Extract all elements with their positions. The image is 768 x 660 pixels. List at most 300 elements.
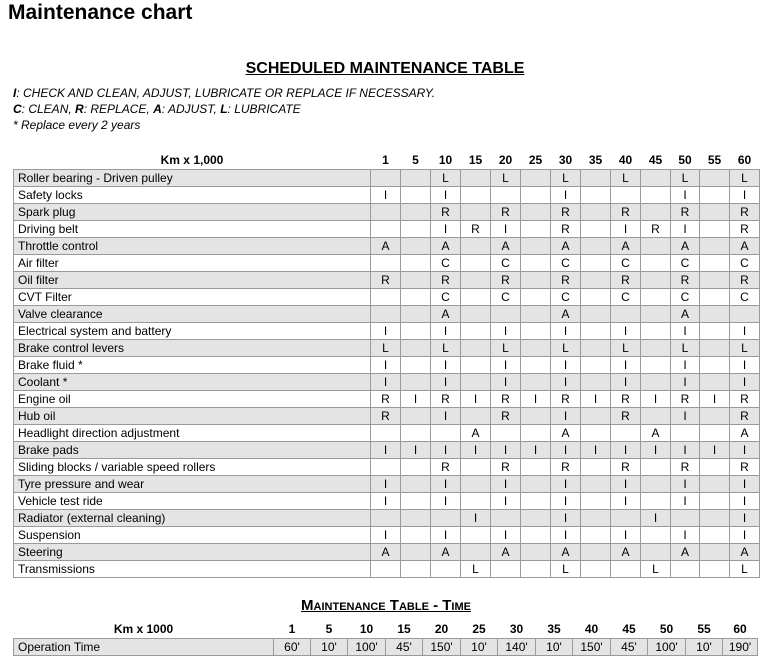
- maintenance-action-cell: [371, 204, 401, 221]
- maintenance-action-cell: [401, 255, 431, 272]
- maintenance-action-cell: [641, 289, 671, 306]
- maintenance-action-cell: I: [431, 374, 461, 391]
- scheduled-maintenance-table: [13, 152, 760, 578]
- maintenance-action-cell: A: [551, 425, 581, 442]
- operation-time-cell: 10': [686, 639, 723, 656]
- km-header: Km x 1,000: [160, 153, 224, 167]
- maintenance-action-cell: A: [551, 544, 581, 561]
- maintenance-action-cell: [700, 255, 730, 272]
- legend-line-3: * Replace every 2 years: [13, 118, 141, 132]
- table-row: [14, 391, 760, 408]
- maintenance-action-cell: [611, 187, 641, 204]
- maintenance-action-cell: L: [551, 340, 581, 357]
- maintenance-action-cell: [461, 357, 491, 374]
- maintenance-action-cell: [461, 306, 491, 323]
- km-column-header: 30: [509, 622, 524, 636]
- maintenance-item-label: Sliding blocks / variable speed rollers: [14, 459, 371, 476]
- legend-key-a: A: [153, 102, 162, 116]
- maintenance-action-cell: R: [611, 391, 641, 408]
- maintenance-action-cell: C: [611, 289, 641, 306]
- maintenance-action-cell: I: [401, 442, 431, 459]
- maintenance-item-label: Hub oil: [14, 408, 371, 425]
- maintenance-action-cell: [641, 459, 671, 476]
- maintenance-action-cell: [401, 340, 431, 357]
- maintenance-action-cell: [521, 561, 551, 578]
- maintenance-action-cell: [700, 204, 730, 221]
- maintenance-action-cell: R: [671, 204, 700, 221]
- maintenance-action-cell: I: [491, 221, 521, 238]
- maintenance-action-cell: [581, 187, 611, 204]
- maintenance-item-label: Steering: [14, 544, 371, 561]
- operation-time-cell: 150': [573, 639, 611, 656]
- km-column-header: 40: [584, 622, 599, 636]
- maintenance-action-cell: [521, 544, 551, 561]
- maintenance-action-cell: [461, 544, 491, 561]
- maintenance-action-cell: [671, 510, 700, 527]
- maintenance-action-cell: I: [730, 493, 760, 510]
- maintenance-action-cell: [491, 510, 521, 527]
- maintenance-action-cell: [371, 306, 401, 323]
- maintenance-action-cell: I: [551, 493, 581, 510]
- maintenance-action-cell: [641, 340, 671, 357]
- maintenance-action-cell: I: [371, 527, 401, 544]
- maintenance-action-cell: [611, 306, 641, 323]
- maintenance-action-cell: L: [611, 340, 641, 357]
- maintenance-action-cell: I: [730, 357, 760, 374]
- maintenance-action-cell: [581, 238, 611, 255]
- km-column-header: 5: [325, 622, 333, 636]
- maintenance-action-cell: [581, 357, 611, 374]
- maintenance-item-label: Electrical system and battery: [14, 323, 371, 340]
- maintenance-action-cell: A: [431, 238, 461, 255]
- maintenance-action-cell: R: [431, 459, 461, 476]
- maintenance-action-cell: [581, 510, 611, 527]
- maintenance-action-cell: I: [461, 442, 491, 459]
- maintenance-item-label: Radiator (external cleaning): [14, 510, 371, 527]
- maintenance-action-cell: I: [730, 374, 760, 391]
- legend-key-i: I: [13, 86, 17, 100]
- maintenance-action-cell: I: [491, 527, 521, 544]
- maintenance-action-cell: A: [491, 238, 521, 255]
- maintenance-action-cell: I: [551, 408, 581, 425]
- maintenance-action-cell: R: [371, 391, 401, 408]
- maintenance-action-cell: [641, 544, 671, 561]
- maintenance-action-cell: [401, 204, 431, 221]
- km-column-header: 5: [412, 153, 419, 167]
- maintenance-action-cell: [581, 527, 611, 544]
- maintenance-item-label: Oil filter: [14, 272, 371, 289]
- maintenance-action-cell: L: [671, 170, 700, 187]
- maintenance-item-label: Brake fluid *: [14, 357, 371, 374]
- maintenance-action-cell: [521, 306, 551, 323]
- maintenance-action-cell: I: [431, 442, 461, 459]
- maintenance-action-cell: [700, 340, 730, 357]
- maintenance-action-cell: [461, 272, 491, 289]
- maintenance-action-cell: [401, 374, 431, 391]
- maintenance-item-label: Roller bearing - Driven pulley: [14, 170, 371, 187]
- maintenance-action-cell: I: [671, 476, 700, 493]
- maintenance-action-cell: [700, 425, 730, 442]
- km-column-header: 35: [547, 622, 561, 636]
- maintenance-action-cell: A: [641, 425, 671, 442]
- maintenance-action-cell: I: [491, 357, 521, 374]
- maintenance-action-cell: I: [611, 527, 641, 544]
- operation-time-cell: 45': [386, 639, 423, 656]
- maintenance-action-cell: [700, 357, 730, 374]
- maintenance-item-label: Safety locks: [14, 187, 371, 204]
- maintenance-action-cell: I: [431, 493, 461, 510]
- maintenance-action-cell: [700, 170, 730, 187]
- maintenance-action-cell: [700, 306, 730, 323]
- maintenance-item-label: Headlight direction adjustment: [14, 425, 371, 442]
- maintenance-item-label: Tyre pressure and wear: [14, 476, 371, 493]
- maintenance-action-cell: [401, 357, 431, 374]
- table-row: [14, 408, 760, 425]
- maintenance-action-cell: R: [491, 459, 521, 476]
- maintenance-action-cell: I: [551, 476, 581, 493]
- maintenance-action-cell: [611, 561, 641, 578]
- km-column-header: 60: [737, 153, 752, 167]
- maintenance-action-cell: A: [730, 238, 760, 255]
- maintenance-action-cell: I: [700, 391, 730, 408]
- maintenance-action-cell: [461, 476, 491, 493]
- maintenance-action-cell: L: [730, 340, 760, 357]
- maintenance-action-cell: I: [371, 374, 401, 391]
- maintenance-time-table: [13, 621, 758, 656]
- km-column-header: 20: [434, 622, 449, 636]
- maintenance-action-cell: [491, 561, 521, 578]
- maintenance-action-cell: A: [730, 544, 760, 561]
- maintenance-action-cell: R: [491, 408, 521, 425]
- maintenance-action-cell: I: [730, 323, 760, 340]
- legend-text-r: : REPLACE,: [83, 102, 154, 116]
- maintenance-action-cell: [641, 170, 671, 187]
- maintenance-action-cell: [581, 476, 611, 493]
- maintenance-action-cell: I: [671, 408, 700, 425]
- maintenance-action-cell: [461, 323, 491, 340]
- maintenance-action-cell: L: [491, 170, 521, 187]
- maintenance-action-cell: [401, 527, 431, 544]
- table-row: [14, 425, 760, 442]
- maintenance-action-cell: [700, 323, 730, 340]
- maintenance-action-cell: I: [641, 391, 671, 408]
- km-column-header: 55: [707, 153, 722, 167]
- maintenance-action-cell: [521, 272, 551, 289]
- maintenance-action-cell: R: [551, 204, 581, 221]
- maintenance-action-cell: R: [551, 221, 581, 238]
- maintenance-item-label: Engine oil: [14, 391, 371, 408]
- maintenance-action-cell: [371, 289, 401, 306]
- maintenance-action-cell: L: [371, 340, 401, 357]
- maintenance-action-cell: C: [671, 289, 700, 306]
- maintenance-action-cell: R: [730, 272, 760, 289]
- maintenance-item-label: Spark plug: [14, 204, 371, 221]
- km-column-header: 45: [622, 622, 636, 636]
- maintenance-action-cell: [461, 255, 491, 272]
- maintenance-action-cell: I: [461, 391, 491, 408]
- table-row: [14, 476, 760, 493]
- legend-key-c: C: [13, 102, 22, 116]
- maintenance-time-title: Maintenance Table - Time: [301, 597, 471, 614]
- maintenance-action-cell: A: [461, 425, 491, 442]
- scheduled-maintenance-title: SCHEDULED MAINTENANCE TABLE: [245, 60, 525, 77]
- maintenance-action-cell: [461, 408, 491, 425]
- maintenance-action-cell: A: [671, 238, 700, 255]
- maintenance-action-cell: C: [551, 255, 581, 272]
- table-row: [14, 170, 760, 187]
- maintenance-action-cell: R: [671, 391, 700, 408]
- maintenance-action-cell: I: [371, 476, 401, 493]
- km-column-header: 40: [618, 153, 633, 167]
- maintenance-action-cell: R: [730, 204, 760, 221]
- maintenance-action-cell: [431, 561, 461, 578]
- maintenance-action-cell: I: [671, 493, 700, 510]
- maintenance-action-cell: I: [371, 493, 401, 510]
- maintenance-action-cell: I: [611, 476, 641, 493]
- maintenance-action-cell: A: [671, 306, 700, 323]
- legend-key-r: R: [75, 102, 84, 116]
- maintenance-action-cell: R: [671, 272, 700, 289]
- operation-time-cell: 10': [461, 639, 498, 656]
- maintenance-action-cell: [521, 255, 551, 272]
- maintenance-action-cell: [700, 510, 730, 527]
- maintenance-action-cell: I: [730, 476, 760, 493]
- table-row: [14, 493, 760, 510]
- maintenance-action-cell: [461, 238, 491, 255]
- maintenance-action-cell: I: [671, 357, 700, 374]
- operation-time-cell: 10': [311, 639, 348, 656]
- table-row: [14, 221, 760, 238]
- maintenance-action-cell: I: [431, 323, 461, 340]
- legend-text-a: : ADJUST,: [161, 102, 221, 116]
- operation-time-label: Operation Time: [14, 639, 274, 656]
- operation-time-cell: 10': [536, 639, 573, 656]
- maintenance-action-cell: I: [641, 442, 671, 459]
- maintenance-action-cell: [641, 527, 671, 544]
- maintenance-action-cell: [521, 476, 551, 493]
- maintenance-action-cell: I: [671, 323, 700, 340]
- maintenance-action-cell: L: [671, 340, 700, 357]
- maintenance-action-cell: [581, 170, 611, 187]
- maintenance-action-cell: [611, 510, 641, 527]
- maintenance-action-cell: I: [671, 374, 700, 391]
- maintenance-action-cell: [700, 374, 730, 391]
- table-row: [14, 544, 760, 561]
- maintenance-action-cell: [401, 561, 431, 578]
- table-row: [14, 357, 760, 374]
- table-row: [14, 289, 760, 306]
- maintenance-action-cell: C: [431, 255, 461, 272]
- maintenance-action-cell: [401, 221, 431, 238]
- maintenance-action-cell: R: [371, 272, 401, 289]
- maintenance-item-label: Throttle control: [14, 238, 371, 255]
- maintenance-action-cell: A: [371, 544, 401, 561]
- maintenance-action-cell: [461, 459, 491, 476]
- maintenance-action-cell: [401, 238, 431, 255]
- maintenance-item-label: Valve clearance: [14, 306, 371, 323]
- km-column-header: 25: [528, 153, 543, 167]
- maintenance-action-cell: [700, 408, 730, 425]
- operation-time-cell: 100': [348, 639, 386, 656]
- maintenance-action-cell: [521, 340, 551, 357]
- legend-line-2: [13, 102, 301, 116]
- operation-time-cell: 140': [498, 639, 536, 656]
- maintenance-item-label: Suspension: [14, 527, 371, 544]
- maintenance-action-cell: [581, 544, 611, 561]
- maintenance-action-cell: [371, 459, 401, 476]
- maintenance-action-cell: [491, 425, 521, 442]
- maintenance-action-cell: C: [551, 289, 581, 306]
- maintenance-action-cell: [581, 289, 611, 306]
- maintenance-action-cell: I: [431, 408, 461, 425]
- maintenance-action-cell: I: [491, 476, 521, 493]
- maintenance-action-cell: [641, 204, 671, 221]
- maintenance-action-cell: [641, 187, 671, 204]
- maintenance-action-cell: A: [730, 425, 760, 442]
- maintenance-action-cell: I: [551, 323, 581, 340]
- maintenance-action-cell: I: [371, 442, 401, 459]
- maintenance-action-cell: C: [671, 255, 700, 272]
- maintenance-action-cell: [461, 374, 491, 391]
- maintenance-action-cell: I: [611, 374, 641, 391]
- maintenance-action-cell: [611, 425, 641, 442]
- maintenance-action-cell: I: [431, 476, 461, 493]
- maintenance-action-cell: R: [431, 391, 461, 408]
- maintenance-action-cell: I: [491, 374, 521, 391]
- maintenance-action-cell: I: [461, 510, 491, 527]
- maintenance-action-cell: [401, 425, 431, 442]
- table-row: [14, 255, 760, 272]
- maintenance-action-cell: I: [611, 221, 641, 238]
- table-row: [14, 442, 760, 459]
- maintenance-action-cell: L: [431, 170, 461, 187]
- maintenance-action-cell: I: [611, 493, 641, 510]
- operation-time-cell: 190': [723, 639, 758, 656]
- maintenance-action-cell: A: [611, 544, 641, 561]
- maintenance-action-cell: [401, 493, 431, 510]
- maintenance-action-cell: [581, 306, 611, 323]
- maintenance-action-cell: I: [521, 442, 551, 459]
- maintenance-action-cell: [581, 408, 611, 425]
- maintenance-action-cell: [521, 493, 551, 510]
- maintenance-item-label: Transmissions: [14, 561, 371, 578]
- km-column-header: 1: [382, 153, 389, 167]
- operation-time-cell: 60': [274, 639, 311, 656]
- table-row: [14, 527, 760, 544]
- maintenance-action-cell: L: [641, 561, 671, 578]
- maintenance-action-cell: I: [491, 493, 521, 510]
- maintenance-action-cell: [700, 561, 730, 578]
- km-column-header: 50: [659, 622, 674, 636]
- maintenance-action-cell: [581, 561, 611, 578]
- maintenance-action-cell: [461, 204, 491, 221]
- maintenance-action-cell: [401, 289, 431, 306]
- table-row: [14, 238, 760, 255]
- km-column-header: 55: [697, 622, 711, 636]
- maintenance-action-cell: C: [491, 255, 521, 272]
- maintenance-action-cell: I: [551, 527, 581, 544]
- maintenance-action-cell: C: [431, 289, 461, 306]
- maintenance-action-cell: I: [611, 357, 641, 374]
- maintenance-action-cell: [521, 187, 551, 204]
- maintenance-action-cell: [461, 170, 491, 187]
- maintenance-action-cell: [700, 476, 730, 493]
- maintenance-action-cell: I: [641, 510, 671, 527]
- maintenance-action-cell: [581, 272, 611, 289]
- maintenance-action-cell: [730, 306, 760, 323]
- maintenance-action-cell: [700, 238, 730, 255]
- maintenance-action-cell: [700, 493, 730, 510]
- maintenance-action-cell: I: [431, 221, 461, 238]
- maintenance-action-cell: L: [551, 561, 581, 578]
- km-column-header: 45: [648, 153, 663, 167]
- maintenance-action-cell: [371, 561, 401, 578]
- maintenance-action-cell: [581, 340, 611, 357]
- maintenance-action-cell: [521, 170, 551, 187]
- maintenance-action-cell: I: [551, 374, 581, 391]
- km-column-header: 20: [498, 153, 513, 167]
- table-row: [14, 561, 760, 578]
- maintenance-action-cell: I: [730, 442, 760, 459]
- maintenance-action-cell: [521, 323, 551, 340]
- maintenance-action-cell: [700, 527, 730, 544]
- km-header: Km x 1000: [113, 622, 174, 636]
- maintenance-action-cell: I: [401, 391, 431, 408]
- maintenance-action-cell: [431, 510, 461, 527]
- maintenance-action-cell: I: [491, 442, 521, 459]
- maintenance-action-cell: R: [431, 204, 461, 221]
- operation-time-cell: 45': [611, 639, 648, 656]
- maintenance-action-cell: [401, 408, 431, 425]
- maintenance-item-label: CVT Filter: [14, 289, 371, 306]
- maintenance-action-cell: I: [551, 357, 581, 374]
- maintenance-action-cell: L: [611, 170, 641, 187]
- maintenance-action-cell: I: [371, 323, 401, 340]
- maintenance-action-cell: [521, 357, 551, 374]
- operation-time-cell: 100': [648, 639, 686, 656]
- maintenance-action-cell: [581, 493, 611, 510]
- maintenance-action-cell: C: [730, 255, 760, 272]
- maintenance-action-cell: A: [431, 306, 461, 323]
- maintenance-action-cell: [371, 425, 401, 442]
- maintenance-action-cell: [371, 221, 401, 238]
- maintenance-action-cell: I: [581, 442, 611, 459]
- maintenance-action-cell: I: [371, 187, 401, 204]
- maintenance-action-cell: [641, 357, 671, 374]
- maintenance-action-cell: R: [730, 221, 760, 238]
- maintenance-action-cell: R: [730, 459, 760, 476]
- maintenance-action-cell: I: [611, 442, 641, 459]
- maintenance-action-cell: [461, 187, 491, 204]
- maintenance-action-cell: [641, 255, 671, 272]
- maintenance-action-cell: C: [730, 289, 760, 306]
- maintenance-action-cell: I: [491, 323, 521, 340]
- maintenance-action-cell: [371, 510, 401, 527]
- maintenance-action-cell: [521, 238, 551, 255]
- time-header-row: [14, 621, 758, 639]
- maintenance-action-cell: I: [730, 510, 760, 527]
- table-row: [14, 204, 760, 221]
- maintenance-action-cell: [521, 459, 551, 476]
- maintenance-action-cell: [581, 204, 611, 221]
- maintenance-action-cell: A: [551, 238, 581, 255]
- maintenance-action-cell: [401, 510, 431, 527]
- maintenance-action-cell: R: [431, 272, 461, 289]
- maintenance-action-cell: L: [461, 561, 491, 578]
- operation-time-row: [14, 639, 758, 656]
- maintenance-action-cell: [581, 221, 611, 238]
- maintenance-action-cell: [671, 425, 700, 442]
